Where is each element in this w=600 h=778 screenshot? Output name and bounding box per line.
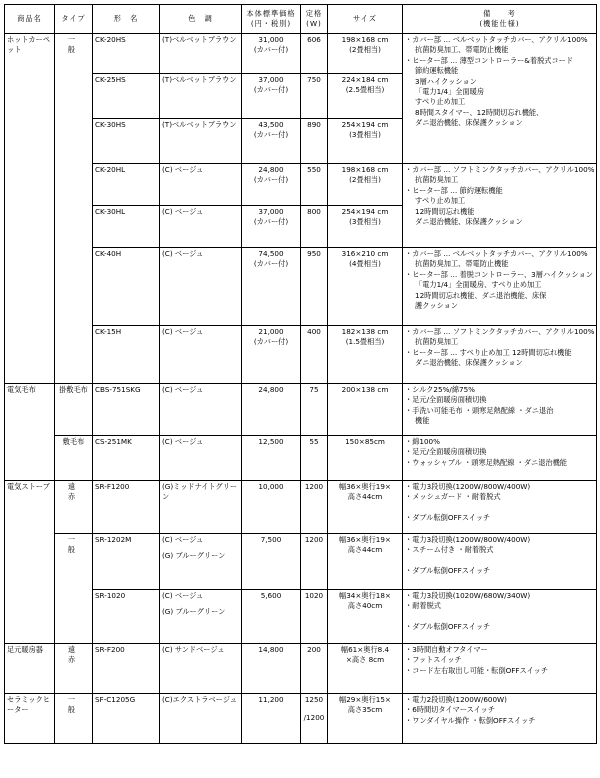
size-cell: 幅34×奥行18× 高さ40cm: [328, 590, 403, 644]
header-color: 色 調: [160, 5, 242, 34]
wattage-cell: 890: [301, 119, 328, 164]
notes-cell: ・カバー部 … ソフトミンクタッチカバー、アクリル100% 抗菌防臭加工 ・ヒーター部 … すべり止め加工 12時間切忘れ機能 ダニ退治機能、床保護クッション: [403, 326, 597, 384]
type-cell: 敷毛布: [55, 436, 93, 481]
product-spec-table: [4, 4, 597, 744]
size-cell: 幅29×奥行15× 高さ35cm: [328, 694, 403, 744]
type-cell: 一 般: [55, 34, 93, 384]
wattage-cell: 1200: [301, 534, 328, 590]
price-cell: 74,500 (カバー付): [242, 248, 301, 326]
size-cell: 198×168 cm (2畳相当): [328, 34, 403, 74]
size-cell: 254×194 cm (3畳相当): [328, 206, 403, 248]
color-cell: (C) ベージュ (G) ブルーグリーン: [160, 590, 242, 644]
notes-cell: ・カバー部 … ベルベットタッチカバー、アクリル100% 抗菌防臭加工、帯電防止機能 ・ヒーター部 … 着脱コントローラー、3層ハイクッション 「電力1/4」全面暖房、すべり止め加工 12時間切忘れ機能、ダニ退治機能、床保 護クッション: [403, 248, 597, 326]
notes-cell: ・シルク25%/綿75% ・足元/全面暖房面積切換 ・手洗い可能毛布 ・頭寒足熱配線 ・ダニ退治 機能: [403, 384, 597, 436]
table-row: [5, 644, 597, 694]
price-cell: 14,800: [242, 644, 301, 694]
notes-cell: ・カバー部 … ベルベットタッチカバー、アクリル100% 抗菌防臭加工、帯電防止機能 ・ヒーター部 … 薄型コントローラー&着脱式コード 節約運転機能 3層ハイクッション 「電力1/4」全面暖房 すべり止め加工 8時間スタイマー、12時間切忘れ機能、 ダニ退治機能、床保護クッション: [403, 34, 597, 164]
price-cell: 37,000 (カバー付): [242, 74, 301, 119]
wattage-cell: 1200: [301, 481, 328, 534]
size-cell: 224×184 cm (2.5畳相当): [328, 74, 403, 119]
model-cell: CK-25HS: [93, 74, 160, 119]
wattage-cell: 75: [301, 384, 328, 436]
price-cell: 37,000 (カバー付): [242, 206, 301, 248]
table-row: [5, 436, 597, 481]
size-cell: 182×138 cm (1.5畳相当): [328, 326, 403, 384]
notes-cell: ・カバー部 … ソフトミンクタッチカバー、アクリル100% 抗菌防臭加工 ・ヒーター部 … 節約運転機能 すべり止め加工 12時間切忘れ機能 ダニ退治機能、床保護クッション: [403, 164, 597, 248]
wattage-cell: 1020: [301, 590, 328, 644]
size-cell: 200×138 cm: [328, 384, 403, 436]
price-cell: 10,000: [242, 481, 301, 534]
table-row: [5, 534, 597, 590]
model-cell: CK-20HL: [93, 164, 160, 206]
model-cell: CS-251MK: [93, 436, 160, 481]
table-row: [5, 481, 597, 534]
wattage-cell: 550: [301, 164, 328, 206]
header-type: タイプ: [55, 5, 93, 34]
model-cell: SR-1202M: [93, 534, 160, 590]
color-cell: (T)ベルベットブラウン: [160, 74, 242, 119]
header-notes: 備 考 (機能仕様): [403, 5, 597, 34]
price-cell: 12,500: [242, 436, 301, 481]
price-cell: 43,500 (カバー付): [242, 119, 301, 164]
model-cell: SF-C1205G: [93, 694, 160, 744]
wattage-cell: 950: [301, 248, 328, 326]
wattage-cell: 400: [301, 326, 328, 384]
type-cell: 遠 赤: [55, 481, 93, 534]
size-cell: 150×85cm: [328, 436, 403, 481]
model-cell: CK-30HS: [93, 119, 160, 164]
notes-cell: ・3時間自動オフタイマー ・フットスイッチ ・コード左右取出し可能・転倒OFFスイッチ: [403, 644, 597, 694]
color-cell: (C) ベージュ: [160, 164, 242, 206]
wattage-cell: 606: [301, 34, 328, 74]
type-cell: 一 般: [55, 534, 93, 644]
category-cell: 電気毛布: [5, 384, 55, 481]
color-cell: (C) ベージュ: [160, 436, 242, 481]
category-cell: 足元暖房器: [5, 644, 55, 694]
model-cell: SR-F200: [93, 644, 160, 694]
header-category: 商品名: [5, 5, 55, 34]
size-cell: 幅36×奥行19× 高さ44cm: [328, 534, 403, 590]
size-cell: 254×194 cm (3畳相当): [328, 119, 403, 164]
model-cell: SR-F1200: [93, 481, 160, 534]
size-cell: 316×210 cm (4畳相当): [328, 248, 403, 326]
size-cell: 幅61×奥行8.4 ×高さ 8cm: [328, 644, 403, 694]
table-row: [5, 590, 597, 644]
price-cell: 21,000 (カバー付): [242, 326, 301, 384]
color-cell: (C)エクストラベージュ: [160, 694, 242, 744]
header-model: 形 名: [93, 5, 160, 34]
table-row: [5, 384, 597, 436]
price-cell: 7,500: [242, 534, 301, 590]
notes-cell: ・電力3段切換(1200W/800W/400W) ・スチーム付き ・耐着脱式 ・ダブル転倒OFFスイッチ: [403, 534, 597, 590]
header-wattage: 定格 (W): [301, 5, 328, 34]
wattage-cell: 200: [301, 644, 328, 694]
model-cell: SR-1020: [93, 590, 160, 644]
header-price: 本体標準価格 (円・税別): [242, 5, 301, 34]
table-row: [5, 326, 597, 384]
notes-cell: ・電力3段切換(1020W/680W/340W) ・耐着脱式 ・ダブル転倒OFFスイッチ: [403, 590, 597, 644]
color-cell: (C) ベージュ (G) ブルーグリーン: [160, 534, 242, 590]
model-cell: CK-15H: [93, 326, 160, 384]
price-cell: 5,600: [242, 590, 301, 644]
table-row: [5, 34, 597, 74]
category-cell: ホットカーペット: [5, 34, 55, 384]
color-cell: (C) サンドベージュ: [160, 644, 242, 694]
model-cell: CBS-751SKG: [93, 384, 160, 436]
notes-cell: ・綿100% ・足元/全面暖房面積切換 ・ウォッシャブル ・頭寒足熱配線 ・ダニ退治機能: [403, 436, 597, 481]
table-row: [5, 694, 597, 744]
price-cell: 24,800: [242, 384, 301, 436]
notes-cell: ・電力2段切換(1200W/600W) ・6時間切タイマースイッチ ・ワンダイヤル操作 ・転倒OFFスイッチ: [403, 694, 597, 744]
type-cell: 一 般: [55, 694, 93, 744]
price-cell: 11,200: [242, 694, 301, 744]
wattage-cell: 1250 /1200: [301, 694, 328, 744]
type-cell: 遠 赤: [55, 644, 93, 694]
wattage-cell: 55: [301, 436, 328, 481]
model-cell: CK-40H: [93, 248, 160, 326]
color-cell: (T)ベルベットブラウン: [160, 34, 242, 74]
size-cell: 198×168 cm (2畳相当): [328, 164, 403, 206]
color-cell: (C) ベージュ: [160, 326, 242, 384]
category-cell: セラミックヒーター: [5, 694, 55, 744]
table-row: [5, 164, 597, 206]
table-row: [5, 248, 597, 326]
model-cell: CK-20HS: [93, 34, 160, 74]
color-cell: (G)ミッドナイトグリーン: [160, 481, 242, 534]
color-cell: (C) ベージュ: [160, 206, 242, 248]
wattage-cell: 800: [301, 206, 328, 248]
color-cell: (C) ベージュ: [160, 384, 242, 436]
color-cell: (T)ベルベットブラウン: [160, 119, 242, 164]
notes-cell: ・電力3段切換(1200W/800W/400W) ・メッシュガード ・耐着脱式 ・ダブル転倒OFFスイッチ: [403, 481, 597, 534]
color-cell: (C) ベージュ: [160, 248, 242, 326]
model-cell: CK-30HL: [93, 206, 160, 248]
type-cell: 掛敷毛布: [55, 384, 93, 436]
header-row: [5, 5, 597, 34]
price-cell: 24,800 (カバー付): [242, 164, 301, 206]
category-cell: 電気ストーブ: [5, 481, 55, 644]
size-cell: 幅36×奥行19× 高さ44cm: [328, 481, 403, 534]
wattage-cell: 750: [301, 74, 328, 119]
price-cell: 31,000 (カバー付): [242, 34, 301, 74]
header-size: サイズ: [328, 5, 403, 34]
